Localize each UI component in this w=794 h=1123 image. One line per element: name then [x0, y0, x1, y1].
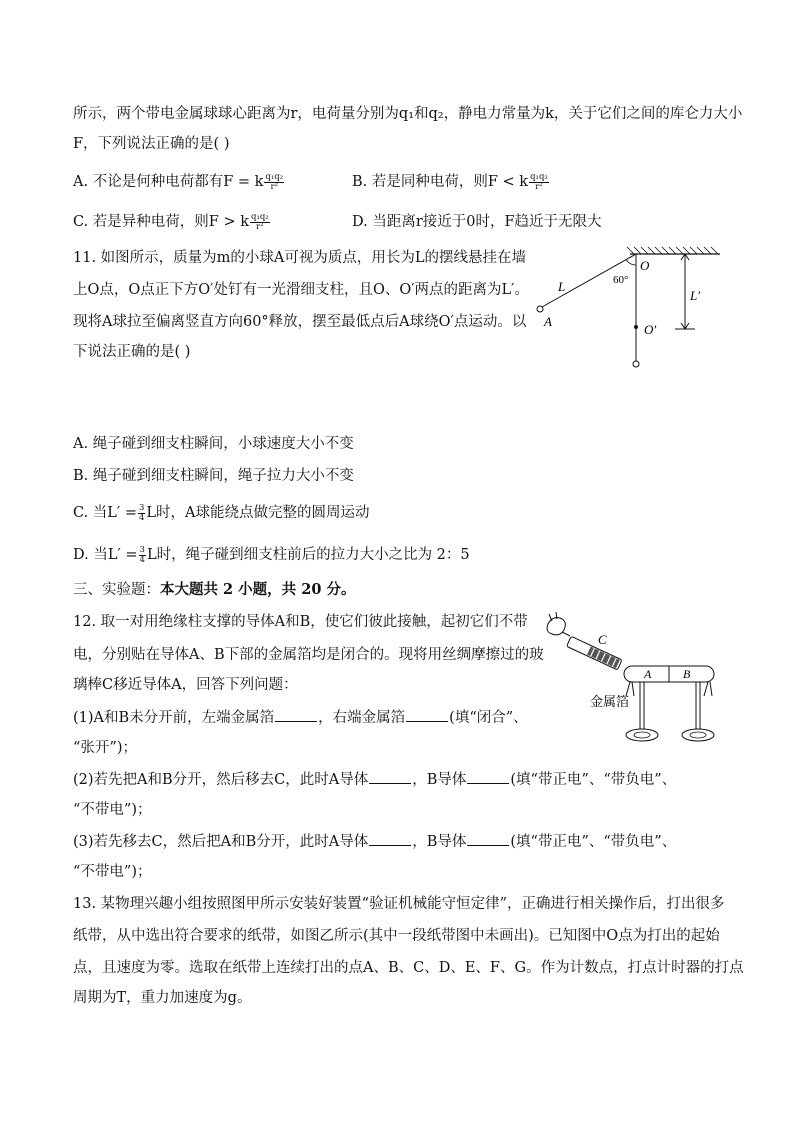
q12-part1-text-a: (1)A和B未分开前，左端金属箔	[73, 710, 275, 726]
q11-option-d	[73, 545, 470, 565]
q13-line1: 13. 某物理兴趣小组按照图甲所示安装好装置“验证机械能守恒定律”，正确进行相关操作后，打出很多	[73, 896, 725, 912]
q12-part2-line2: “不带电”)；	[73, 802, 152, 818]
answer-blank[interactable]	[369, 769, 411, 784]
q10-option-c-fraction	[250, 213, 270, 232]
q10-option-c-text: C. 若是异种电荷，则F > k	[73, 214, 250, 230]
q11-pendulum-figure	[530, 244, 730, 374]
q12-part1-line1	[73, 707, 528, 728]
fig-label-L: L	[558, 279, 566, 294]
q12-line2: 电，分别贴在导体A、B下部的金属箔均是闭合的。现将用丝绸摩擦过的玻	[73, 647, 544, 663]
fraction-denominator: r²	[256, 221, 264, 232]
q13-line3: 点，且速度为零。选取在纸带上连续打出的点A、B、C、D、E、F、G。作为计数点，打点计时器的打点	[73, 960, 744, 976]
q12-part3-line1	[73, 831, 676, 852]
q11-line2: 上O点，O点正下方O′处钉有一光滑细支柱，且O、O′两点的距离为L′。	[73, 282, 529, 298]
q10-option-b-text: B. 若是同种电荷，则F < k	[352, 174, 529, 190]
fig-label-O-prime: O′	[644, 322, 657, 337]
q12-part2-text-a: (2)若先把A和B分开，然后移去C，此时A导体	[73, 772, 369, 788]
answer-blank[interactable]	[467, 769, 509, 784]
q10-option-b-fraction	[529, 173, 549, 192]
q13-line2: 纸带，从中选出符合要求的纸带，如图乙所示(其中一段纸带图中未画出)。已知图中O点为打出的起始	[73, 928, 720, 944]
fraction-denominator: r²	[270, 181, 278, 192]
fig-label-A: A	[544, 314, 552, 329]
q12-part2-text-c: (填“带正电”、“带负电”、	[510, 772, 677, 788]
q13-line4: 周期为T，重力加速度为g。	[73, 990, 252, 1006]
q11-option-c-fraction	[138, 504, 145, 523]
q10-line1: 所示，两个带电金属球球心距离为r，电荷量分别为q₁和q₂，静电力常量为k，关于它们之间的库仑力大小	[73, 106, 743, 122]
section-3-heading	[73, 580, 355, 600]
q11-option-b: B. 绳子碰到细支柱瞬间，绳子拉力大小不变	[73, 468, 354, 484]
q10-line2: F，下列说法正确的是( )	[73, 136, 230, 152]
q12-part3-text-a: (3)若先移去C，然后把A和B分开，此时A导体	[73, 834, 369, 850]
fraction-numerator: 3	[139, 544, 145, 555]
q10-option-a	[73, 172, 285, 192]
fig-label-O: O	[640, 258, 650, 273]
answer-blank[interactable]	[467, 831, 509, 846]
section-3-prefix: 三、实验题：	[73, 582, 160, 598]
q12-part3-text-b: ，B导体	[412, 834, 467, 850]
q12-part1-text-c: (填“闭合”、	[449, 710, 528, 726]
section-3-bold: 本大题共 2 小题，共 20 分。	[160, 581, 356, 598]
q12-conductor-figure	[540, 612, 730, 747]
q11-option-d-tail: L时，绳子碰到细支柱前后的拉力大小之比为 2：5	[146, 547, 470, 563]
q12-part3-line2: “不带电”)；	[73, 864, 152, 880]
q10-option-b	[352, 172, 550, 192]
q10-option-a-fraction	[264, 173, 284, 192]
fraction-numerator: q₁q₂	[530, 171, 548, 182]
answer-blank[interactable]	[275, 707, 317, 722]
q12-part2-text-b: ，B导体	[412, 772, 467, 788]
fraction-numerator: 3	[138, 502, 145, 513]
q10-option-d: D. 当距离r接近于0时，F趋近于无限大	[352, 214, 602, 230]
q12-part1-line2: “张开”)；	[73, 740, 137, 756]
q10-option-a-text: A. 不论是何种电荷都有F = k	[73, 174, 264, 190]
q11-line3: 现将A球拉至偏离竖直方向60°释放，摆至最低点后A球绕O′点运动。以	[73, 314, 527, 330]
fig-label-L-prime: L′	[690, 288, 701, 303]
q11-option-a: A. 绳子碰到细支柱瞬间，小球速度大小不变	[73, 436, 354, 452]
q12-part1-text-b: ，右端金属箔	[318, 710, 406, 726]
q12-part3-text-c: (填“带正电”、“带负电”、	[510, 834, 677, 850]
fraction-numerator: q₁q₂	[251, 211, 269, 222]
answer-blank[interactable]	[406, 707, 448, 722]
fraction-numerator: q₁q₂	[265, 171, 284, 182]
q11-option-d-text: D. 当L′ =	[73, 547, 138, 563]
q12-part2-line1	[73, 769, 676, 790]
q12-line1: 12. 取一对用绝缘柱支撑的导体A和B，使它们彼此接触，起初它们不带	[73, 614, 528, 630]
fig-label-A: A	[644, 667, 652, 681]
fig-label-B: B	[683, 667, 691, 681]
q12-line3: 璃棒C移近导体A，回答下列问题：	[73, 677, 298, 693]
q11-option-d-fraction	[139, 546, 146, 565]
q11-option-c-text: C. 当L′ =	[73, 505, 137, 521]
q11-option-c	[73, 503, 370, 523]
answer-blank[interactable]	[369, 831, 411, 846]
fig-label-C: C	[598, 632, 607, 647]
fraction-denominator: r²	[535, 181, 543, 192]
fraction-denominator: 4	[138, 512, 145, 523]
q11-line4: 下说法正确的是( )	[73, 344, 191, 360]
fig-label-angle: 60°	[613, 274, 629, 286]
q11-option-c-tail: L时，A球能绕点做完整的圆周运动	[146, 505, 370, 521]
fig-label-foil: 金属箔	[590, 694, 630, 709]
fraction-denominator: 4	[139, 554, 145, 565]
q10-option-c	[73, 212, 271, 232]
q11-line1: 11. 如图所示，质量为m的小球A可视为质点，用长为L的摆线悬挂在墙	[73, 250, 527, 266]
